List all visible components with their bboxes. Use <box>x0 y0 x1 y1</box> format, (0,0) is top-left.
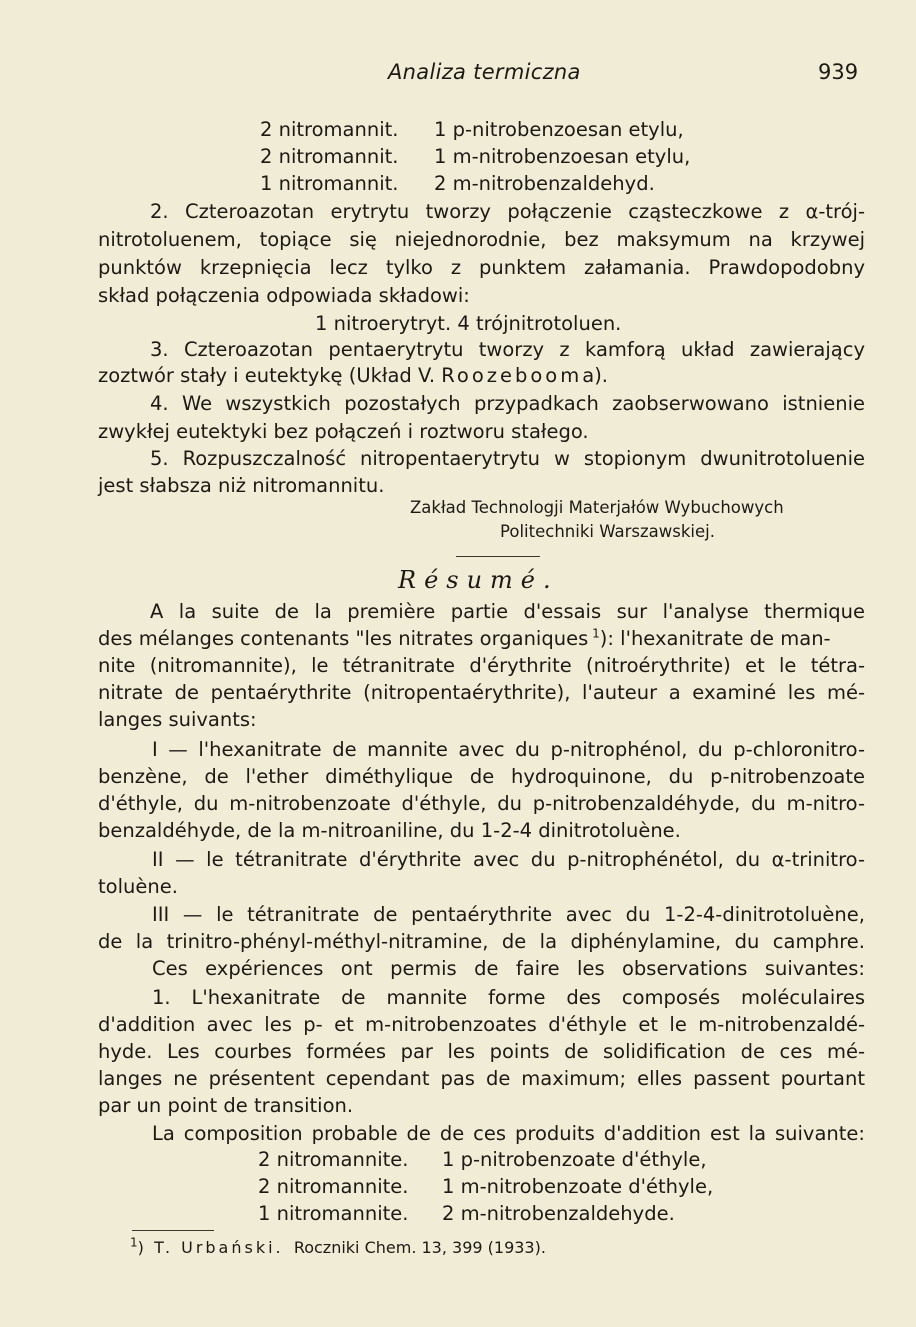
footnote-reference: 1 <box>592 626 600 641</box>
paragraph-line: 3. Czteroazotan pentaerytrytu tworzy z kamforą układ zawierający <box>150 338 865 361</box>
compound-left: 2 nitromannite. <box>258 1148 409 1171</box>
compound-left: 1 nitromannit. <box>260 172 399 195</box>
paragraph-line: nite (nitromannite), le tétranitrate d'érythrite (nitroérythrite) et le tétra- <box>98 654 865 677</box>
footnote-author: T. Urbański. <box>154 1238 284 1257</box>
paragraph-line: nitrate de pentaérythrite (nitropentaérythrite), l'auteur a examiné les mé- <box>98 681 865 704</box>
footnote-paren: ) <box>137 1238 144 1257</box>
paragraph-line: Ces expériences ont permis de faire les observations suivantes: <box>152 957 865 980</box>
paragraph-line: toluène. <box>98 875 178 898</box>
formula-line: 1 nitroerytryt. 4 trójnitrotoluen. <box>315 312 622 335</box>
paragraph-line: benzaldéhyde, de la m-nitroaniline, du 1-2-4 dinitrotoluène. <box>98 819 681 842</box>
paragraph-line: nitrotoluenem, topiące się niejednorodnie, bez maksymum na krzywej <box>98 228 865 251</box>
compound-left: 2 nitromannite. <box>258 1175 409 1198</box>
compound-left: 2 nitromannit. <box>260 145 399 168</box>
paragraph-line: 1. L'hexanitrate de mannite forme des composés moléculaires <box>152 986 865 1009</box>
paragraph-text: a). <box>582 364 609 387</box>
paragraph-text: zoztwór stały i eutektykę (Układ V. <box>98 364 436 387</box>
footnote <box>130 1235 546 1257</box>
paragraph-line: punktów krzepnięcia lecz tylko z punktem załamania. Prawdopodobny <box>98 256 865 279</box>
paragraph-line: 4. We wszystkich pozostałych przypadkach zaobserwowano istnienie <box>150 392 865 415</box>
paragraph-line: 5. Rozpuszczalność nitropentaerytrytu w stopionym dwunitrotoluenie <box>150 447 865 470</box>
affiliation-line: Politechniki Warszawskiej. <box>500 522 715 541</box>
paragraph-line: III — le tétranitrate de pentaérythrite avec du 1-2-4-dinitrotoluène, <box>152 903 865 926</box>
page-number: 939 <box>818 60 859 84</box>
paragraph-line: de la trinitro-phényl-méthyl-nitramine, de la diphénylamine, du camphre. <box>98 930 865 953</box>
compound-right: 2 m-nitrobenzaldehyde. <box>442 1202 675 1225</box>
paragraph-line: d'éthyle, du m-nitrobenzoate d'éthyle, du p-nitrobenzaldéhyde, du m-nitro- <box>98 792 865 815</box>
affiliation-line: Zakład Technologji Materjałów Wybuchowych <box>410 498 784 517</box>
paragraph-line: I — l'hexanitrate de mannite avec du p-nitrophénol, du p-chloronitro- <box>152 738 865 761</box>
footnote-divider <box>132 1230 214 1231</box>
paragraph-line: langes suivants: <box>98 708 257 731</box>
compound-right: 2 m-nitrobenzaldehyd. <box>434 172 655 195</box>
running-header-title: Analiza termiczna <box>388 60 581 84</box>
resume-heading: Résumé. <box>398 566 559 594</box>
compound-left: 2 nitromannit. <box>260 118 399 141</box>
paragraph-line: langes ne présentent cependant pas de maximum; elles passent pourtant <box>98 1067 865 1090</box>
paragraph-line <box>98 364 608 388</box>
compound-right: 1 p-nitrobenzoate d'éthyle, <box>442 1148 707 1171</box>
compound-right: 1 m-nitrobenzoesan etylu, <box>434 145 691 168</box>
paragraph-line: par un point de transition. <box>98 1094 354 1117</box>
footnote-mark: 1 <box>130 1235 138 1250</box>
paragraph-line: La composition probable de de ces produits d'addition est la suivante: <box>152 1122 865 1145</box>
section-divider <box>456 556 540 557</box>
paragraph-text: des mélanges contenants "les nitrates organiques <box>98 627 589 650</box>
paragraph-line: skład połączenia odpowiada składowi: <box>98 284 470 307</box>
spaced-author-name: Roozeboom <box>441 364 583 387</box>
compound-left: 1 nitromannite. <box>258 1202 409 1225</box>
paragraph-line: II — le tétranitrate d'érythrite avec du p-nitrophénétol, du α-trinitro- <box>152 848 865 871</box>
compound-right: 1 p-nitrobenzoesan etylu, <box>434 118 684 141</box>
paragraph-line: 2. Czteroazotan erytrytu tworzy połączenie cząsteczkowe z α-trój- <box>150 200 865 223</box>
paragraph-line <box>98 627 831 651</box>
paragraph-line: zwykłej eutektyki bez połączeń i roztworu stałego. <box>98 420 589 443</box>
footnote-reference-text: Roczniki Chem. 13, 399 (1933). <box>293 1238 546 1257</box>
paragraph-text: ): l'hexanitrate de man- <box>599 627 831 650</box>
paragraph-line: hyde. Les courbes formées par les points de solidification de ces mé- <box>98 1040 865 1063</box>
compound-right: 1 m-nitrobenzoate d'éthyle, <box>442 1175 714 1198</box>
paragraph-line: benzène, de l'ether diméthylique de hydroquinone, du p-nitrobenzoate <box>98 765 865 788</box>
paragraph-line: A la suite de la première partie d'essais sur l'analyse thermique <box>150 600 865 623</box>
paragraph-line: d'addition avec les p- et m-nitrobenzoates d'éthyle et le m-nitrobenzaldé- <box>98 1013 865 1036</box>
paragraph-line: jest słabsza niż nitromannitu. <box>98 474 385 497</box>
